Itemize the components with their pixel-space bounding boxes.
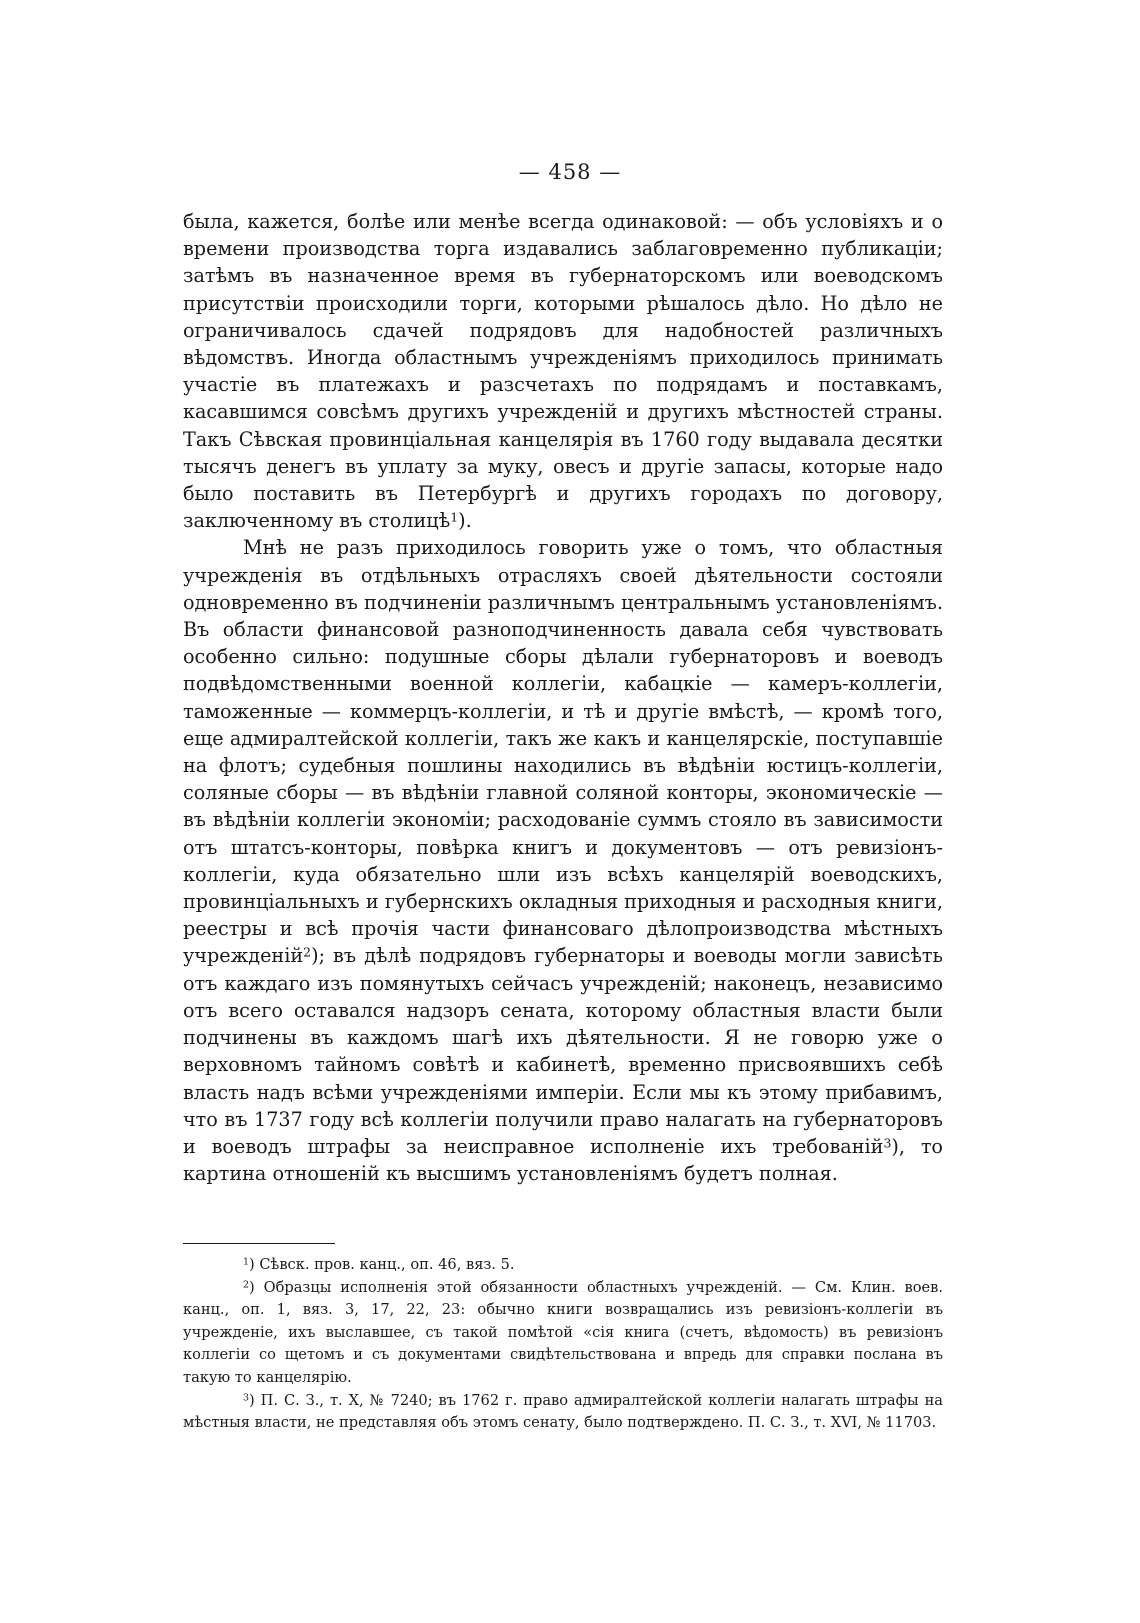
paragraph [183,208,943,534]
footnote [183,1277,943,1390]
footnote-mark: 2 [243,1279,250,1291]
text-run: ), то картина отношеній къ высшимъ установленіямъ будетъ полная. [183,1134,943,1186]
page-number: — 458 — [518,160,622,184]
paragraph [183,534,943,1187]
text-run: ); въ дѣлѣ подрядовъ губернаторы и воеводы могли зависѣть отъ каждаго изъ помянутыхъ сейчасъ учрежденій; наконецъ, независимо отъ всего оставался надзоръ сената, которому областныя власти были подчинены въ каждомъ шагѣ ихъ дѣятельности. Я не говорю уже о верховномъ тайномъ совѣтѣ и кабинетѣ, временно присвоявшихъ себѣ власть надъ всѣми учрежденіями имперіи. Если мы къ этому прибавимъ, что въ 1737 году всѣ коллегіи получили право налагать на губернаторовъ и воеводъ штрафы за неисправное исполненіе ихъ требованій [183,944,943,1158]
footnote-text: ) П. С. З., т. X, № 7240; въ 1762 г. право адмиралтейской коллегіи налагать штрафы на мѣстныя власти, не представляя объ этомъ сенату, было подтверждено. П. С. З., т. XVI, № 11703. [183,1391,943,1432]
text-run: ). [458,509,472,533]
footnote-divider [183,1243,335,1244]
footnote-ref: 2 [303,944,312,960]
footnote-ref: 1 [450,509,459,525]
text-run: была, кажется, болѣе или менѣе всегда одинаковой: — объ условіяхъ и о времени производства торга издавались заблаговременно публикаціи; затѣмъ въ назначенное время въ губернаторскомъ или воеводскомъ присутствіи происходили торги, которыми рѣшалось дѣло. Но дѣло не ограничивалось сдачей подрядовъ для надобностей различныхъ вѣдомствъ. Иногда областнымъ учрежденіямъ приходилось принимать участіе въ платежахъ и разсчетахъ по подрядамъ и поставкамъ, касавшимся совсѣмъ другихъ учрежденій и другихъ мѣстностей страны. Такъ Сѣвская провинціальная канцелярія въ 1760 году выдавала десятки тысячъ денегъ въ уплату за муку, овесъ и другіе запасы, которые надо было поставить въ Петербургѣ и другихъ городахъ по договору, заключенному въ столицѣ [183,210,943,533]
text-run: Мнѣ не разъ приходилось говорить уже о томъ, что областныя учрежденія въ отдѣльныхъ отрасляхъ своей дѣятельности состояли одновременно въ подчиненіи различнымъ центральнымъ установленіямъ. Въ области финансовой разноподчиненность давала себя чувствовать особенно сильно: подушные сборы дѣлали губернаторовъ и воеводъ подвѣдомственными военной коллегіи, кабацкіе — камеръ-коллегіи, таможенные — коммерцъ-коллегіи, и тѣ и другіе вмѣстѣ, — кромѣ того, еще адмиралтейской коллегіи, такъ же какъ и канцелярскіе, поступавшіе на флотъ; судебныя пошлины находились въ вѣдѣніи юстицъ-коллегіи, соляные сборы — въ вѣдѣніи главной соляной конторы, экономическіе — въ вѣдѣніи коллегіи экономіи; расходованіе суммъ стояло въ зависимости отъ штатсъ-конторы, повѣрка книгъ и документовъ — отъ ревизіонъ-коллегіи, куда обязательно шли изъ всѣхъ канцелярій воеводскихъ, провинціальныхъ и губернскихъ окладныя приходныя и расходныя книги, реестры и всѣ прочія части финансоваго дѣлопроизводства мѣстныхъ учрежденій [183,536,943,968]
footnote [183,1390,943,1435]
main-text [183,208,943,1187]
footnote-mark: 1 [243,1256,250,1268]
footnote-mark: 3 [243,1392,250,1404]
footnote [183,1254,943,1277]
footnote-text: ) Образцы исполненія этой обязанности областныхъ учрежденій. — См. Клин. воев. канц., оп. 1, вяз. 3, 17, 22, 23: обычно книги возвращались изъ ревизіонъ-коллегіи въ учрежденіе, ихъ выславшее, съ такой помѣтой «сія книга (счетъ, вѣдомость) въ ревизіонъ коллегіи со щетомъ и съ документами свидѣтельствована и впредь для справки послана въ такую то канцелярію. [183,1278,943,1386]
footnote-text: ) Сѣвск. пров. канц., оп. 46, вяз. 5. [249,1256,515,1273]
footnotes [183,1254,943,1435]
footnote-ref: 3 [883,1135,892,1151]
